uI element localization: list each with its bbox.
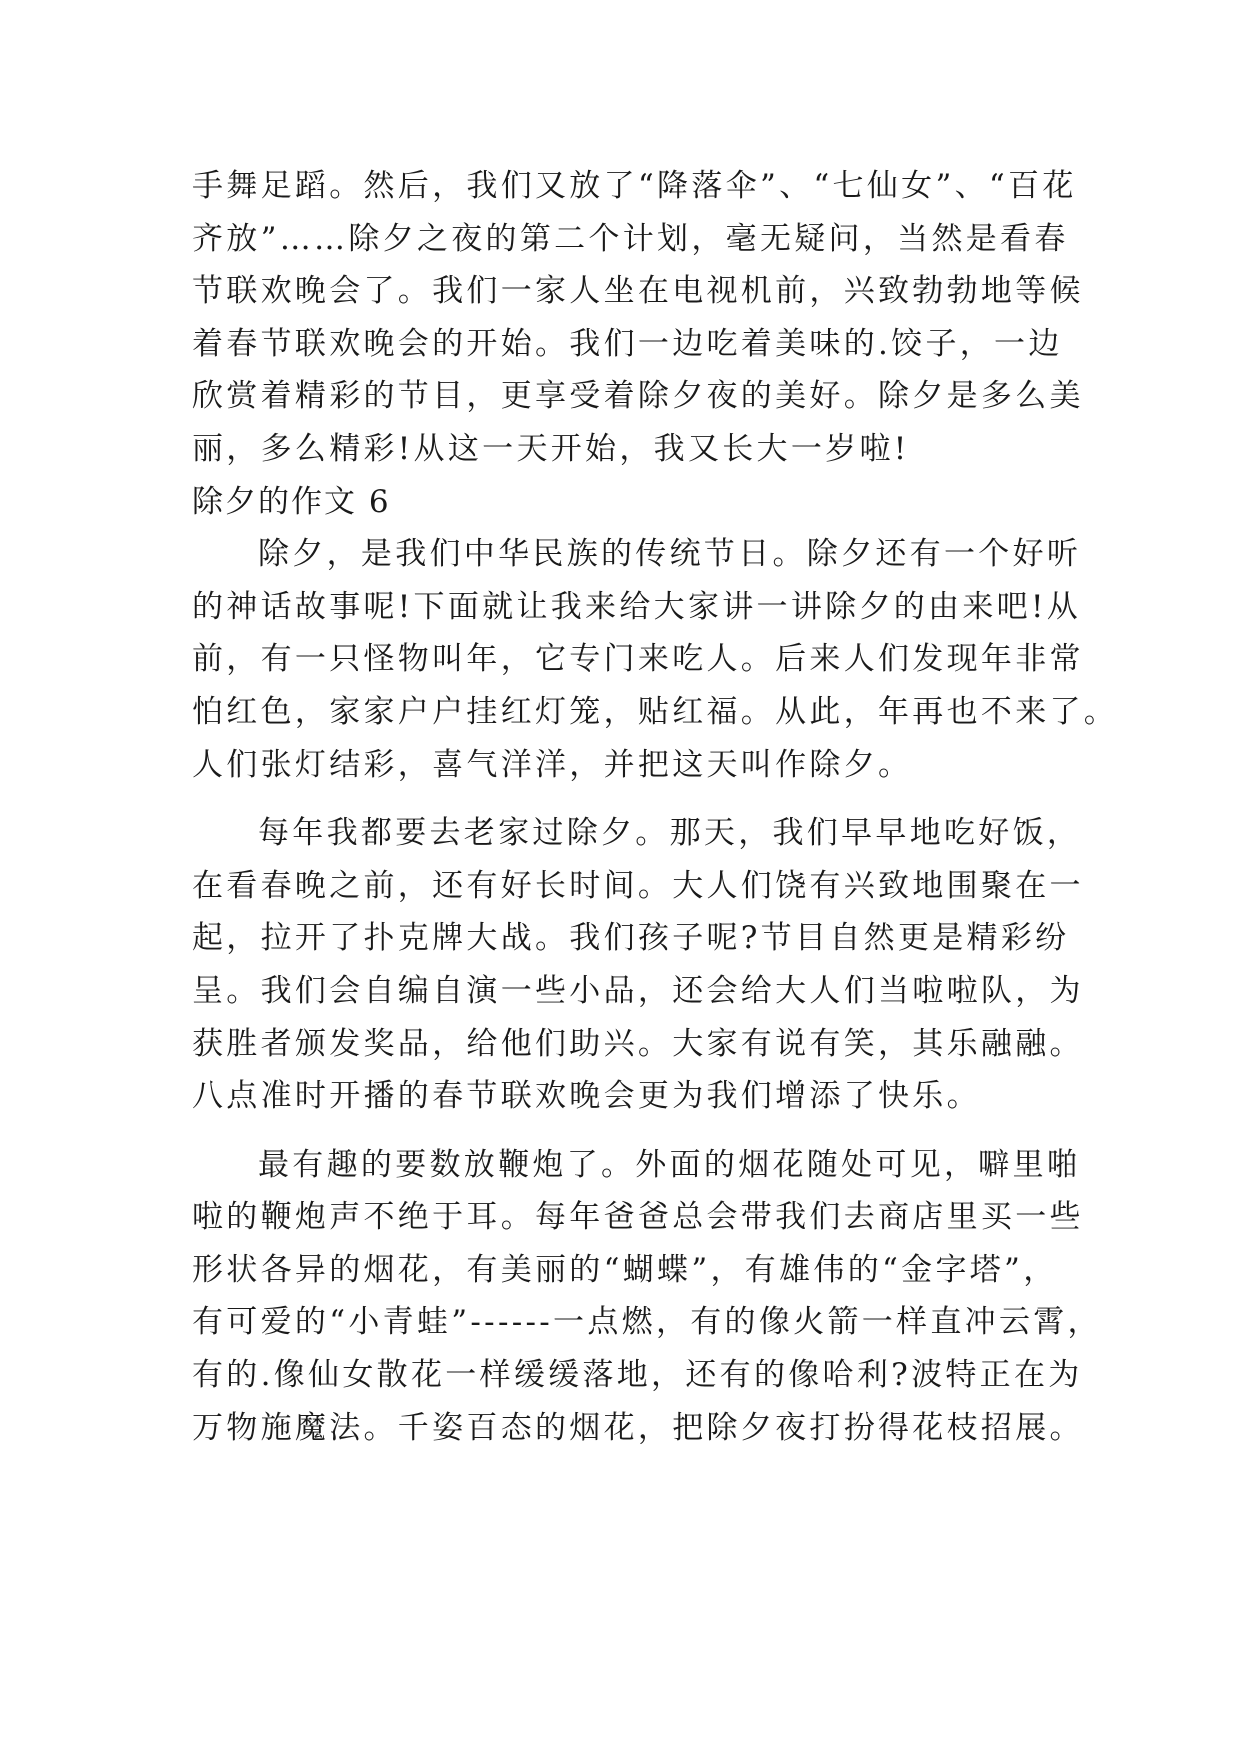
paragraph-gap	[192, 791, 1072, 807]
text-line: 的神话故事呢!下面就让我来给大家讲一讲除夕的由来吧!从	[192, 588, 1082, 625]
paragraph-1	[192, 528, 1119, 791]
text-line: 啦的鞭炮声不绝于耳。每年爸爸总会带我们去商店里买一些	[192, 1199, 1084, 1236]
text-line: 在看春晚之前，还有好长时间。大人们饶有兴致地围聚在一	[192, 867, 1084, 904]
text-line: 万物施魔法。千姿百态的烟花，把除夕夜打扮得花枝招展。	[192, 1409, 1084, 1446]
text-line: 有可爱的“小青蛙”------一点燃，有的像火箭一样直冲云霄，	[192, 1304, 1102, 1341]
text-line: 丽，多么精彩!从这一天开始，我又长大一岁啦!	[192, 430, 910, 467]
text-line: 每年我都要去老家过除夕。那天，我们早早地吃好饭，	[258, 815, 1082, 852]
text-line: 前，有一只怪物叫年，它专门来吃人。后来人们发现年非常	[192, 641, 1084, 678]
paragraph-gap	[192, 1123, 1072, 1139]
text-line: 节联欢晚会了。我们一家人坐在电视机前，兴致勃勃地等候	[192, 273, 1084, 310]
text-line: 欣赏着精彩的节目，更享受着除夕夜的美好。除夕是多么美	[192, 378, 1084, 415]
text-line: 起，拉开了扑克牌大战。我们孩子呢?节目自然更是精彩纷	[192, 920, 1070, 957]
paragraph-3	[192, 1139, 1102, 1455]
text-line: 手舞足蹈。然后，我们又放了“降落伞”、“七仙女”、“百花	[192, 168, 1077, 204]
text-line: 获胜者颁发奖品，给他们助兴。大家有说有笑，其乐融融。	[192, 1025, 1084, 1062]
document-body	[192, 160, 1119, 1454]
text-line: 形状各异的烟花，有美丽的“蝴蝶”，有雄伟的“金字塔”，	[192, 1251, 1058, 1288]
text-line: 齐放”……除夕之夜的第二个计划，毫无疑问，当然是看春	[192, 220, 1069, 257]
paragraph-2	[192, 807, 1084, 1123]
section-heading: 除夕的作文 6	[192, 483, 391, 520]
text-line: 最有趣的要数放鞭炮了。外面的烟花随处可见，噼里啪	[258, 1146, 1082, 1183]
text-line: 着春节联欢晚会的开始。我们一边吃着美味的.饺子，一边	[192, 325, 1063, 362]
text-line: 怕红色，家家户户挂红灯笼，贴红福。从此，年再也不来了。	[192, 693, 1119, 730]
text-line: 八点准时开播的春节联欢晚会更为我们增添了快乐。	[192, 1078, 981, 1115]
text-line: 人们张灯结彩，喜气洋洋，并把这天叫作除夕。	[192, 746, 913, 783]
text-line: 除夕，是我们中华民族的传统节日。除夕还有一个好听	[258, 536, 1082, 573]
intro-paragraph	[192, 160, 1084, 476]
text-line: 有的.像仙女散花一样缓缓落地，还有的像哈利?波特正在为	[192, 1357, 1083, 1394]
text-line: 呈。我们会自编自演一些小品，还会给大人们当啦啦队，为	[192, 972, 1084, 1009]
